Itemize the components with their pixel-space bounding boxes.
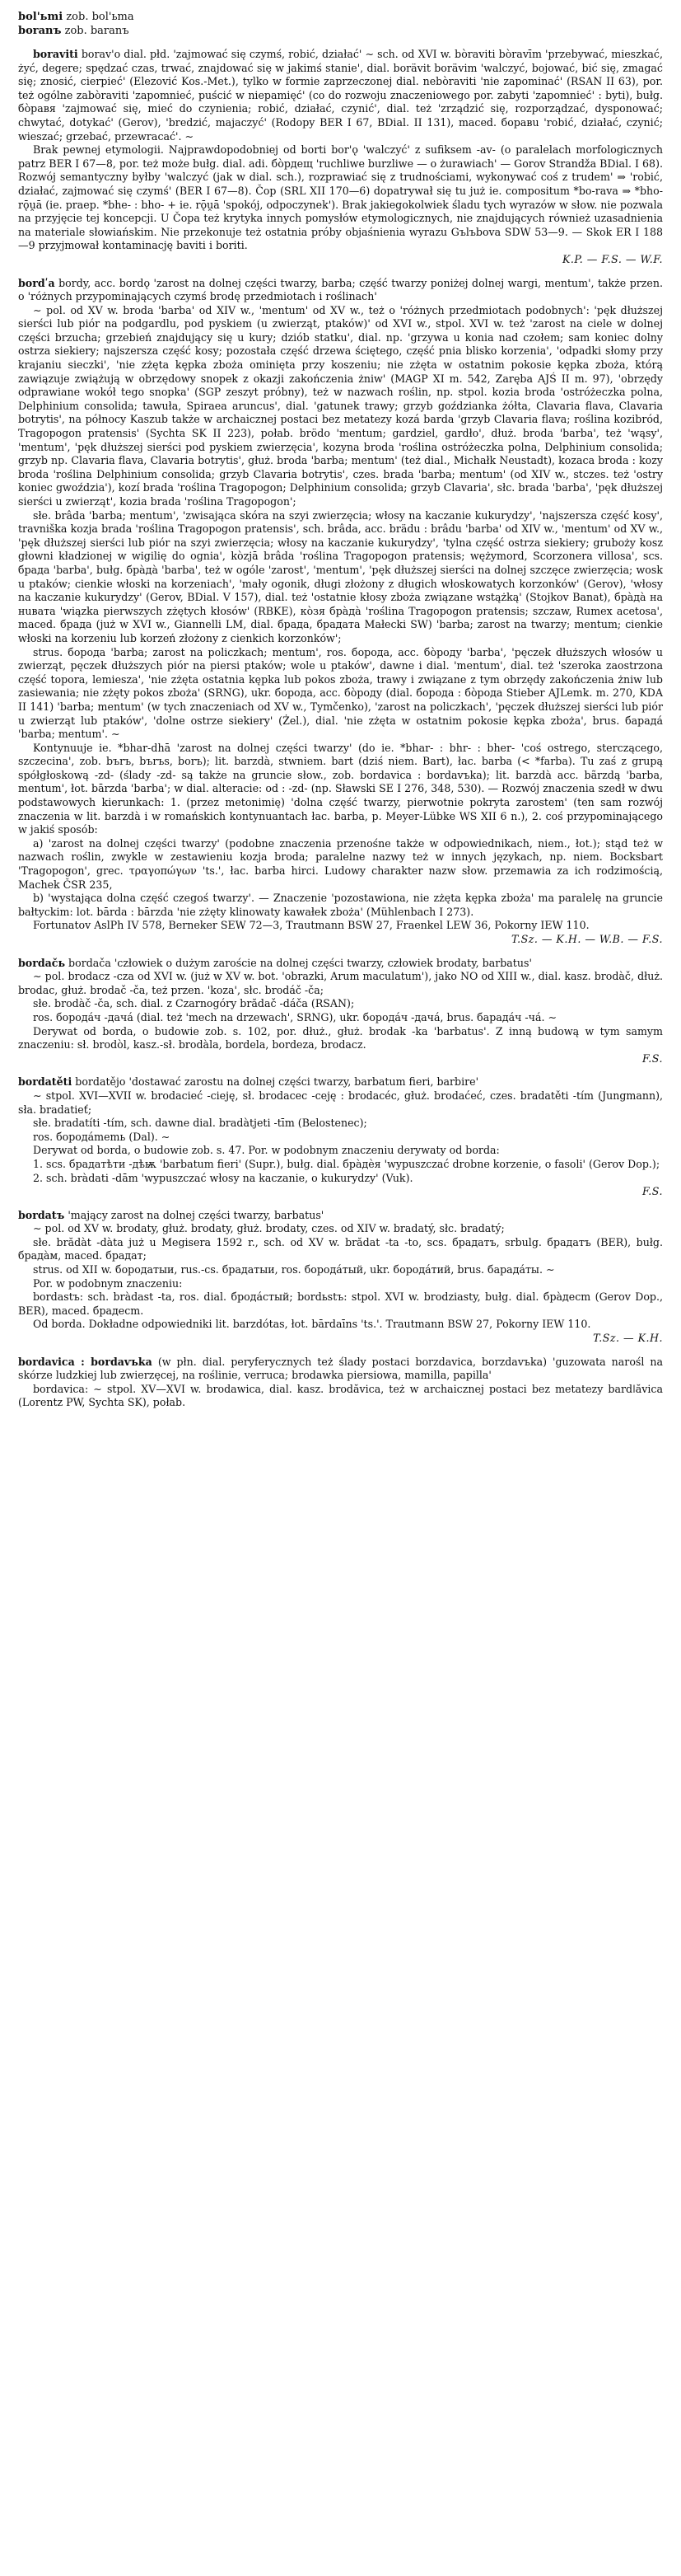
entry-paragraph <box>18 957 663 971</box>
entry-paragraph: Fortunatov AslPh IV 578, Berneker SEW 72—3, Trautmann BSW 27, Fraenkel LEW 36, Pokorny IEW 110. <box>33 919 590 932</box>
crossref-text: zob. bol'ьma <box>63 11 134 23</box>
entry-paragraph: Kontynuuje ie. *bhar-dhā 'zarost na dolnej części twarzy' (do ie. *bhar- : bhr- : bher- 'coś ostrego, sterczącego, szczecina', zob. bъrъ, bъrъs, borъ); lit. barzdà, stwniem. bart (dziś niem. Bart), łac. barba (< *farba). Tu zaś z grupą spółgłoskową -zd- (ślady -zd- są także na gruncie słow., zob. bordavica : bordavъka); lit. barzdà acc. bãrzdą 'barba, mentum', łot. bārzda 'barba'; w dial. alteracie: od : -zd- (np. Sławski SE I 276, 348, 530). — Rozwój znaczenia szedł w dwu podstawowych kierunkach: 1. (przez metonimię) 'dolna część twarzy, pierwotnie pokryta zarostem' (ten sam rozwój znaczenia w lit. barzdà i w romańskich kontynuantach łac. barba, p. Meyer-Lübke WS XII 6 n.), 2. coś przypominającego w jakiś sposób: <box>18 741 663 836</box>
entry-paragraph: Derywat od borda, o budowie zob. s. 47. Por. w podobnym znaczeniu derywaty od borda: <box>33 1144 500 1157</box>
dictionary-entry <box>18 1209 663 1346</box>
entry-paragraph: b) 'wystająca dolna część czegoś twarzy'. — Znaczenie 'pozostawiona, nie zżęta kępka zboża' ma paralelę na gruncie bałtyckim: lot. bārda : bārzda 'nie zżęty klinowaty kawałek zboża' (Mühlenbach I 273). <box>18 892 663 918</box>
entry-text: 'mający zarost na dolnej części twarzy, barbatus' <box>68 1208 324 1221</box>
entry-paragraph: bordavica: ∼ stpol. XV—XVI w. brodawica, dial. kasz. brodăvica, też w archaicznej postaci bez metatezy bardǀăvica (Lorentz PW, Sychta SK), połab. <box>18 1382 663 1409</box>
entry-paragraph: słe. bradatíti -tím, sch. dawne dial. bradàtjeti -tīm (Belostenec); <box>33 1117 367 1130</box>
entry-headword: bordʹa <box>18 276 55 289</box>
crossref-line <box>18 10 663 24</box>
dictionary-entry <box>18 957 663 1066</box>
entry-paragraph: bordastъ: sch. bràdast -ta, ros. dial. бродáстый; bordьstъ: stpol. XVI w. brodziasty, bułg. dial. брàдecm (Gerov Dop., BER), maced. брадeсm. <box>18 1290 663 1317</box>
entry-paragraph: Brak pewnej etymologii. Najprawdopodobniej od borti bor'ǫ 'walczyć' z sufiksem -av- (o paralelach morfologicznych patrz BER I 67—8, por. też może bułg. dial. adi. бòpдeщ 'ruchliwe burzliwe — o żurawiach' — Gorov Strandža BDial. I 68). Rozwój semantyczny byłby 'walczyć (jak w dial. sch.), rozprawiać się z trudnościami, wykonywać coś z trudem' ⇒ 'robić, działać, zajmować się czymś' (BER I 67—8). Čop (SRL XII 170—6) dopatrywał się tu już ie. compositum *bo-rava ⇒ *bho-rǭu̯ā (ie. praep. *bhe- : bho- + ie. rǭu̯ā 'spokój, odpoczynek'). Brak jakiegokolwiek śladu tych wyrazów w słow. nie pozwala na przyjęcie tej koncepcji. U Čopa też krytyka innych pomysłów etymologicznych, nie znajdujących również uzasadnienia na materiale słowiańskim. Nie przekonuje też ostatnia próby objaśnienia wyrazu Gъlъbova SDW 53—9. — Skok ER I 188—9 przyjmował kontaminację baviti i boriti. <box>18 143 663 252</box>
entry-paragraph: a) 'zarost na dolnej części twarzy' (podobne znaczenia przenośne także w odpowiednikach, niem., łot.); stąd też w nazwach roślin, zwykle w zestawieniu kozja broda; paralelne nazwy też w innych językach, np. niem. Bocksbart 'Tragopogon', grec. τραγοπώγων 'ts.', łac. barba hirci. Ludowy charakter nazw słow. przemawia za ich rodzimością, Machek ČSR 235, <box>18 836 663 891</box>
entry-paragraph: 2. sch. bràdati -dām 'wypuszczać włosy na kaczanie, o kukurydzy' (Vuk). <box>33 1171 413 1184</box>
author-signature: T.Sz. — K.H. — W.B. — F.S. <box>511 933 663 945</box>
entry-paragraph: ros. бородáч -дачá (dial. też 'mech na drzewach', SRNG), ukr. бородáч -дачá, brus. барадáч -чá. ∼ <box>33 1010 557 1023</box>
crossref-headword: bol'ьmi <box>18 11 63 23</box>
entry-paragraph: 1. scs. брадатѣти -дѣѭ 'barbatum fieri' (Supr.), bułg. dial. брàдѐя 'wypuszczać drobne korzenie, o fasoli' (Gerov Dop.); <box>33 1157 660 1170</box>
entry-paragraph: ros. бородámemь (Dal). ∼ <box>33 1130 170 1143</box>
entry-text: (w płn. dial. peryferycznych też ślady postaci borzdavica, borzdavъka) 'guzowata narośl na skórze ludzkiej lub zwierzęcej, na roślinie, verruca; brodawka piersiowa, mamilla, papilla' <box>18 1355 664 1382</box>
entry-text: bordy, acc. bordǫ 'zarost na dolnej części twarzy, barba; część twarzy poniżej dolnej wargi, mentum', także przen. o 'różnych przypominających czymś brodę przedmiotach i roślinach' <box>18 276 663 303</box>
entry-paragraph: ∼ pol. od XV w. broda 'barba' od XIV w., 'mentum' od XV w., też o 'różnych przedmiotach podobnych': 'pęk dłuższej sierści lub piór na podgardlu, pod pyskiem (u zwierząt, ptaków)' od XVI w., stpol. XVI w. też 'zarost na ciele w dolnej części brzucha; grzebień znajdujący się u kury; dziób statku', dial. np. 'grzywa u konia nad czołem; sam koniec dolny ostrza siekiery; najszersza część kosy; pozostała część drzewa ściętego, część pnia blisko korzenia', 'odpadki słomy przy krajaniu sieczki', 'nie zżęta kępka zboża ominięta przy koszeniu; nie zżęta w ostatnim pokosie kępka zboża, którą zawiązuje zwiążują w obrzędowy snopek z okazji zakończenia żniw' (MAGP XI m. 542, Zaręba AJŚ II m. 97), 'obrzędy odprawiane wokół tego snopka' (SGP zeszyt próbny), też w nazwach roślin, np. stpol. kozia broda 'ostróżeczka polna, Delphinium consolida; tawuła, Spiraea aruncus', dial. 'gatunek trawy; grzyb goździanka żółta, Clavaria flava, Clavaria botrytis', na północy Kaszub także w archaicznej postaci bez metatezy kozá barda 'grzyb Clavaria flava; roślina kozibród, Tragopogon pratensis' (Sychta SK II 223), połab. brödo 'mentum; gardziel, gardło', dłuż. broda 'barba', też 'wąsy', 'mentum', 'pęk dłuższej sierści pod pyskiem zwierzęcia', kozyna broda 'roślina ostróżeczka polna, Delphinium consolida; grzyb np. Clavaria flava, Clavaria botrytis', głuż. broda 'barba; mentum' (też dial., Michałk Neustadt), kozaca broda : kozy broda 'roślina Delphinium consolida; grzyb Clavaria botrytis', czes. brada 'barba; mentum' (od XIV w., stczes. też 'ostry koniec gwoździa'), kozí brada 'roślina Tragopogon; Delphinium consolida; grzyb Clavaria', słc. brada 'barba', 'pęk dłuższej sierści u zwierząt', kozia brada 'roślina Tragopogon'; <box>18 303 663 508</box>
author-signature: F.S. <box>642 1185 663 1198</box>
dictionary-entry <box>18 1356 663 1410</box>
crossref-headword: boranъ <box>18 25 62 37</box>
entry-paragraph: Od borda. Dokładne odpowiedniki lit. barzdótas, łot. bārdaīns 'ts.'. Trautmann BSW 27, Pokorny IEW 110. <box>33 1318 591 1331</box>
dictionary-entry <box>18 48 663 267</box>
entry-paragraph: ∼ stpol. XVI—XVII w. brodacieć -cieję, sł. brodacec -ceję : brodacéc, głuż. brodaćeć, czes. bradatěti -tím (Jungmann), sła. bradatieť; <box>18 1089 663 1116</box>
entry-paragraph: strus. od XII w. бородатыи, rus.-cs. брадатыи, ros. бородáтый, ukr. бородáтий, brus. барадáты. ∼ <box>33 1263 555 1276</box>
entry-headword: bordatъ <box>18 1208 65 1221</box>
entry-headword: bordačь <box>18 956 66 969</box>
entry-text: bordača 'człowiek o dużym zaroście na dolnej części twarzy, człowiek brodaty, barbatus' <box>68 956 532 969</box>
entry-paragraph: ∼ pol. brodacz -cza od XVI w. (już w XV w. bot. 'obrazki, Arum maculatum'), jako NO od XIII w., dial. kasz. brodàč, dłuż. brodac, głuż. brodač -ča, też przen. 'koza', słc. brodáč -ča; <box>18 970 663 996</box>
author-signature: K.P. — F.S. — W.F. <box>562 252 663 265</box>
author-signature: F.S. <box>642 1051 663 1065</box>
entry-paragraph: Por. w podobnym znaczeniu: <box>33 1276 183 1290</box>
entry-paragraph: Derywat od borda, o budowie zob. s. 102, por. dłuż., głuż. brodak -ka 'barbatus'. Z inną budową w tym samym znaczeniu: sł. brodòl, kasz.-sł. brodàla, bordela, bordeza, brodacz. <box>18 1024 663 1051</box>
entry-paragraph <box>18 1209 663 1223</box>
author-signature: T.Sz. — K.H. <box>593 1332 663 1345</box>
entry-paragraph <box>18 277 663 304</box>
entry-paragraph: słe. brâda 'barba; mentum', 'zwisająca skóra na szyi zwierzęcia; włosy na kaczanie kukurydzy', 'najszersza część kosy', travniška kozja brada 'roślina Tragopogon pratensis', sch. brâda, acc. brädu : brâdu 'barba' od XIV w., 'mentum' od XV w., 'pęk dłuższej sierści lub piór na szyi zwierzęcia; włosy na kaczanie kukurydzy', 'tylna część ostrza siekiery; gruboży kosz głowni kładzionej w wigilię do ognia', kòzjā brâda 'roślina Tragopogon pratensis; wężymord, Scorzonera villosa', scs. брада 'barba', bułg. брàдà 'barba', też w ogóle 'zarost', 'mentum', 'pęk dłuższej sierści na dolnej szczęce zwierzęcia; wosk u ptaków; cienkie włoski na korzeniach', 'mały ogonik, długi złożony z długich włoskowatych korzonków' (Gerov), 'włosy na kaczanie kukurydzy' (Gerov, BDial. V 157), dial. też 'ostatnie kłosy zboża związane wstążką' (Stojkov Banat), брàдà на нuвата 'wiązka pierwszych zżętych kłosów' (RBKE), кòзя брàдà 'roślina Tragopogon pratensis; szczaw, Rumex acetosa', maced. брадa (już w XVI w., Giannelli LM, dial. брада, брадата Małecki SW) 'barba; zarost na twarzy; mentum; cienkie włoski na korzeniu lub korzeń złożony z cienkich korzonków'; <box>18 508 663 644</box>
entry-paragraph: słe. brodàč -ča, sch. dial. z Czarnogóry brădač -dáča (RSAN); <box>33 997 355 1010</box>
entry-headword: bordavica : bordavъka <box>18 1355 152 1368</box>
entry-paragraph <box>18 1075 663 1089</box>
entry-text: borav'o dial. płd. 'zajmować się czymś, robić, działać' ∼ sch. od XVI w. bòraviti bòravīm 'przebywać, mieszkać, żyć, degere; spędzać czas, trwać, znajdować się w jakimś stanie', dial. borävit borävim 'walczyć, bojować, bić się, zmagać się; znosić, cierpieć' (Elezović Kos.-Met.), tylko w formie zaprzeczonej dial. nebòraviti 'nie zapominać' (RSAN II 63), por. też ogólne zabòraviti 'zapomnieć, puścić w niepamięć' (co do rozwoju znaczeniowego por. zabyti 'zapomnieć' : byti), bułg. бòpaвя 'zajmować się, mieć do czynienia; robić, działać, czynić', dial. też 'zrządzić się, rozporządzać, dysponować; chwytać, dotykać' (Gerov), 'bredzić, majaczyć' (Rodopy BER I 67, BDial. II 131), maced. бopaвu 'robić, działać, czynić; wieszać; grzebać, przewracać'. ∼ <box>18 48 663 143</box>
entry-text: bordatějo 'dostawać zarostu na dolnej części twarzy, barbatum fieri, barbire' <box>75 1075 479 1089</box>
dictionary-entry <box>18 277 663 947</box>
dictionary-entry <box>18 1075 663 1198</box>
entry-paragraph: strus. борода 'barba; zarost na policzkach; mentum', ros. борода, acc. бòроду 'barba', 'pęczek dłuższych włosów u zwierząt, pęczek dłuższych piór na piersi ptaków; wole u ptaków', dawne i dial. 'mentum', dial. też 'szeroka zaostrzona część topora, lemiesza', 'nie zżęta ostatnia kępka lub pokos zboża, trawy i związane z tym obrzędy zakończenia żniw lub zasiewania; nie zżęty pokos zboża' (SRNG), ukr. борода, acc. бòроду (dial. борода : бòрода Stieber AJLemk. m. 270, KDA II 141) 'barba; mentum' (w tych znaczeniach od XV w., Tymčenko), 'zarost na policzkach', 'pęczek dłuższej sierści lub piór u zwierząt lub ptaków', 'dolne ostrze siekiery' (Żel.), dial. 'nie zżęta w ostatnim pokosie kępka zboża', brus. барадá 'barba; mentum'. ∼ <box>18 645 663 741</box>
crossref-text: zob. baranъ <box>61 25 129 37</box>
entry-paragraph <box>18 1356 663 1383</box>
entry-paragraph: słe. brădàt -dàta już u Megisera 1592 r., sch. od XV w. brădat -ta -to, scs. брадатъ, srbulg. брадатъ (BER), bułg. брадàм, maced. брадат; <box>18 1235 663 1262</box>
entry-paragraph: ∼ pol. od XV w. brodaty, głuż. brodaty, głuż. brodaty, czes. od XIV w. bradatý, słc. bradatý; <box>33 1222 505 1235</box>
entry-headword: bordatěti <box>18 1075 72 1089</box>
entry-paragraph <box>18 48 663 143</box>
entry-headword: boraviti <box>33 48 78 60</box>
crossref-line <box>18 24 663 38</box>
